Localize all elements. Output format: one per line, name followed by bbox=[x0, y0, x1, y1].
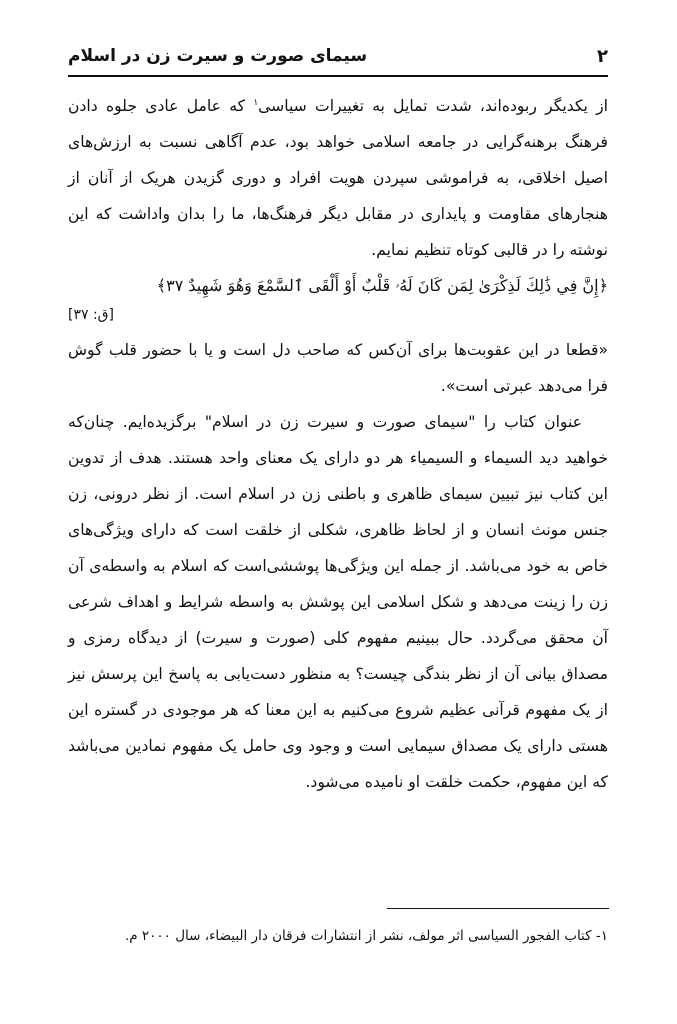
header-divider bbox=[68, 75, 608, 77]
paragraph-intro-start: از یکدیگر ربوده‌اند، شدت تمایل به تغییرات سیاسی bbox=[258, 97, 608, 115]
main-text bbox=[68, 88, 608, 800]
paragraph-title-explanation: عنوان کتاب را "سیمای صورت و سیرت زن در اسلام" برگزیده‌ایم. چنان‌که خواهید دید السیماء و السیمیاء هر دو دارای یک معنای واحد هستند. هدف از تدوین این کتاب نیز تبیین سیمای ظاهری و باطنی زن در اسلام است. از نظر درونی، زن جنس مونث انسان و از لحاظ ظاهری، شکلی از خلقت است که دارای ویژگی‌های خاص به خود می‌باشد. از جمله این ویژگی‌ها پوششی‌است که اسلام به واسطه‌ی آن زن را زینت می‌دهد و شکل اسلامی این پوشش به واسطه شرایط و اهداف شرعی آن محقق می‌گردد. حال ببینیم مفهوم کلی (صورت و سیرت) از دیدگاه رمزی و مصداق بیانی آن از نظر بندگی چیست؟ به منظور دست‌یابی به پاسخ این پرسش نیز از یک مفهوم قرآنی عظیم شروع می‌کنیم به این معنا که هر موجودی در گستره این هستی دارای یک مصداق سیمایی است و وجود وی حامل یک مفهوم نمادین می‌باشد که این مفهوم، حکمت خلقت او نامیده می‌شود. bbox=[68, 413, 608, 791]
paragraph-intro bbox=[68, 88, 608, 268]
footnote: ۱- کتاب الفجور السیاسی اثر مولف، نشر از انتشارات فرقان دار البیضاء، سال ۲۰۰۰ م. bbox=[124, 928, 608, 944]
footnote-divider bbox=[387, 908, 609, 909]
quran-verse: ﴿إِنَّ فِي ذَٰلِكَ لَذِكْرَىٰ لِمَن كَانَ لَهُۥ قَلْبٌ أَوْ أَلْقَى ٱلسَّمْعَ وَهُوَ شَهِيدٌ ۳۷﴾ bbox=[156, 276, 608, 295]
page-number: ۲ bbox=[597, 45, 608, 67]
running-title: سیمای صورت و سیرت زن در اسلام bbox=[68, 46, 368, 66]
page-header bbox=[68, 40, 608, 72]
footnote-marker: ۱ bbox=[253, 97, 259, 108]
verse-translation: «قطعا در این عقوبت‌ها برای آن‌کس که صاحب دل است و یا با حضور قلب گوش فرا می‌دهد عبرتی است». bbox=[68, 341, 608, 395]
paragraph-intro-rest: که عامل عادی جلوه دادن فرهنگ برهنه‌گرایی در جامعه اسلامی خواهد بود، عدم آگاهی نسبت به ارزش‌های اصیل اخلاقی، به فراموشی سپردن هویت افراد و دوری گزیدن هریک از آنان از هنجارهای مقاومت و پایداری در مقابل دیگر فرهنگ‌ها، ما را بدان واداشت که این نوشته را در قالبی کوتاه تنظیم نمایم. bbox=[68, 97, 608, 259]
verse-reference: [ق: ۳۷] bbox=[68, 307, 115, 323]
